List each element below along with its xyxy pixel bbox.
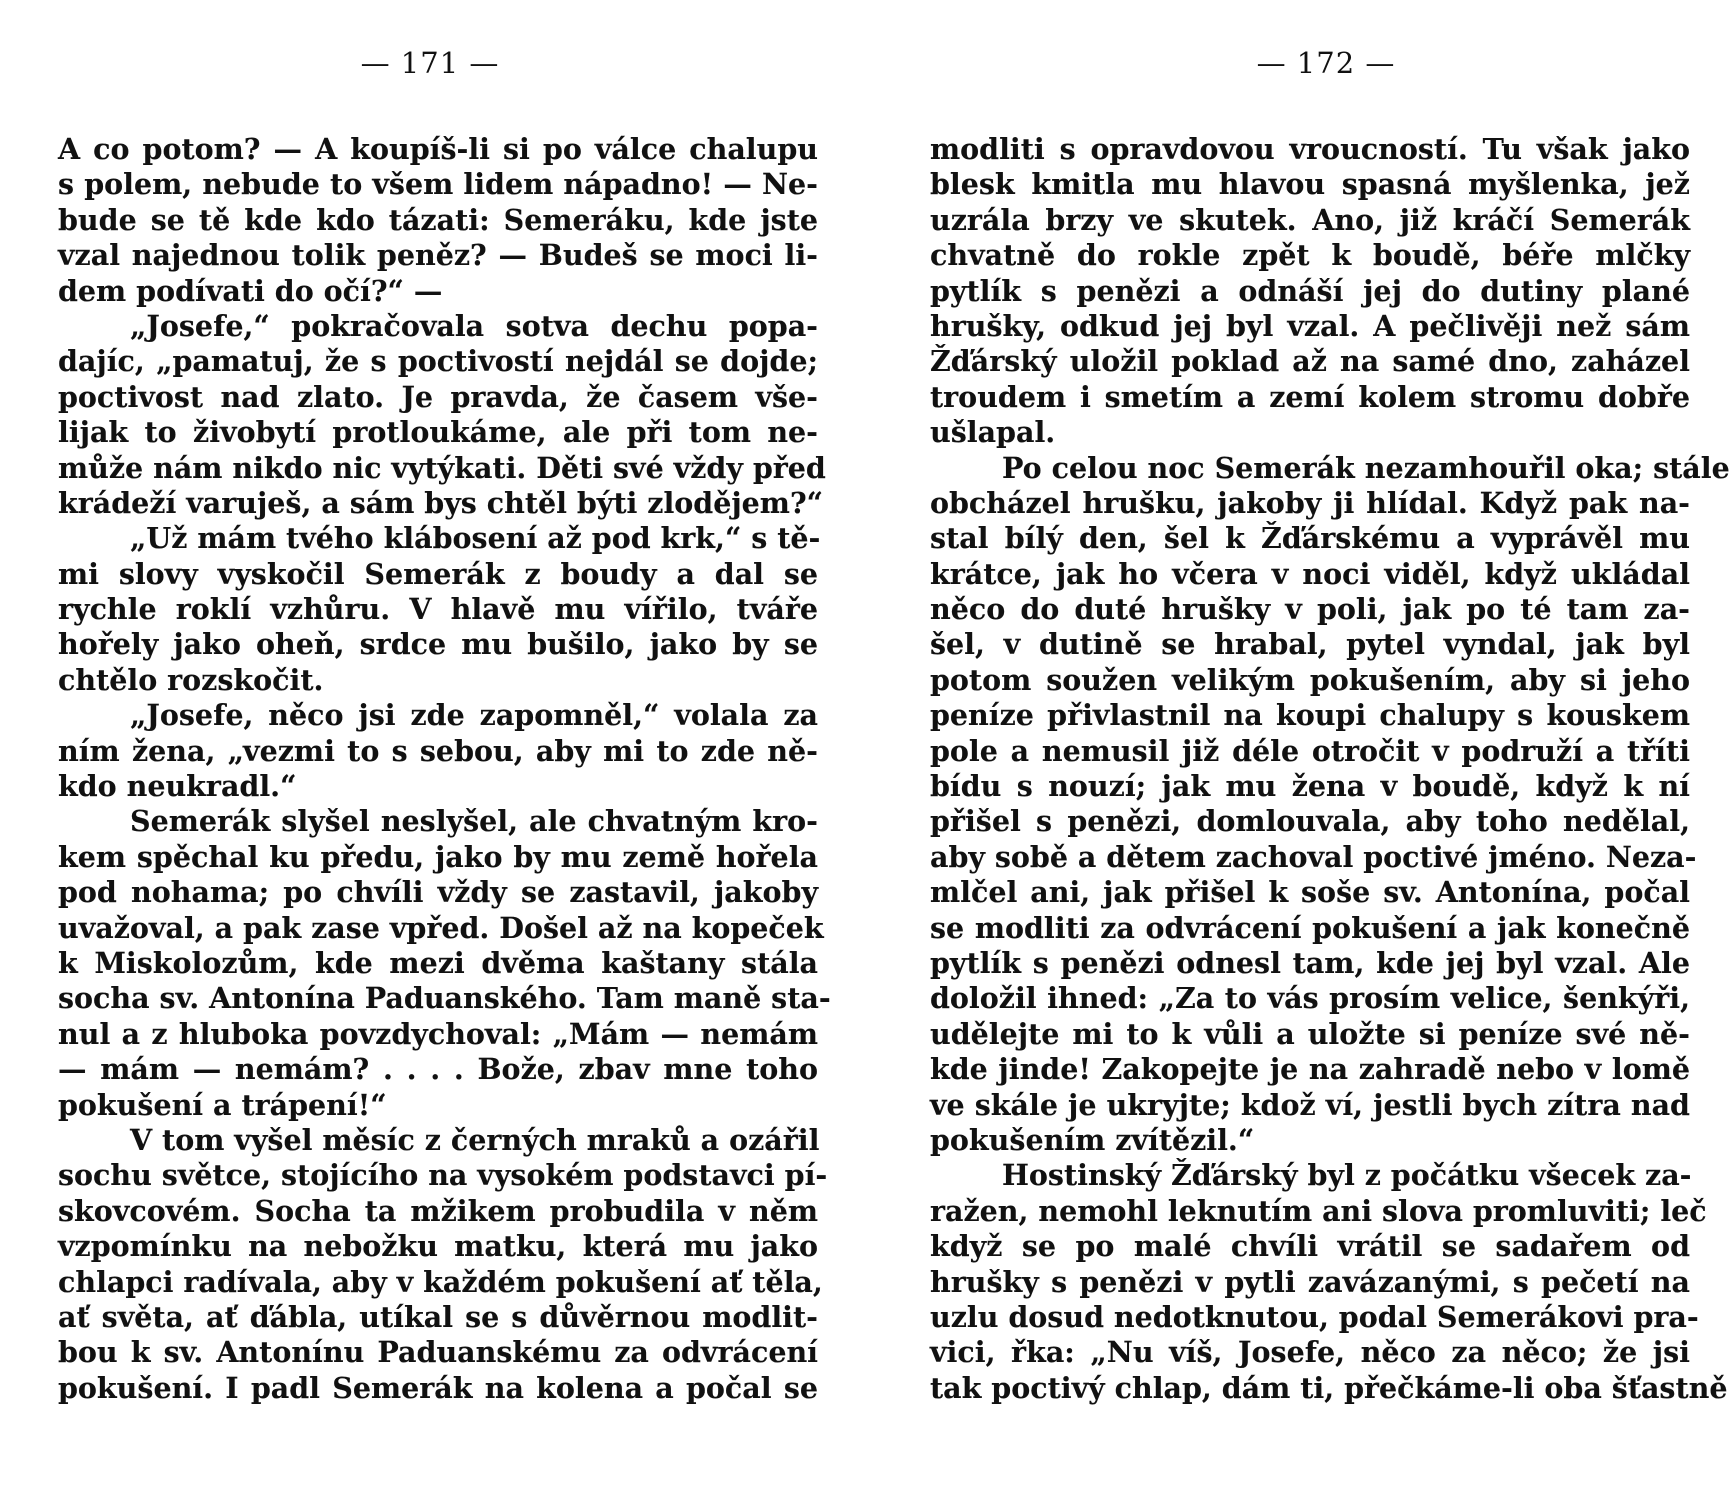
- text-line: doložil ihned: „Za to vás prosím velice, šenkýři,: [930, 981, 1690, 1016]
- text-line: hrušky, odkud jej byl vzal. A pečlivěji než sám: [930, 308, 1690, 343]
- text-line: potom soužen velikým pokušením, aby si jeho: [930, 662, 1690, 697]
- text-line: poctivost nad zlato. Je pravda, že časem vše-: [58, 379, 818, 414]
- text-line: pokušení. I padl Semerák na kolena a počal se: [58, 1370, 818, 1405]
- text-line: pokušením zvítězil.“: [930, 1122, 1255, 1157]
- page-body-text: [58, 132, 831, 1406]
- text-line: mlčel ani, jak přišel k soše sv. Antonína, počal: [930, 875, 1690, 910]
- text-line: přišel s penězi, domlouvala, aby toho nedělal,: [930, 804, 1690, 839]
- text-line: hořely jako oheň, srdce mu bušilo, jako by se: [58, 627, 818, 662]
- text-line: „Už mám tvého klábosení až pod krk,“ s tě-: [130, 521, 821, 556]
- text-line: šel, v dutině se hrabal, pytel vyndal, jak byl: [930, 627, 1690, 662]
- text-line: Po celou noc Semerák nezamhouřil oka; stále: [1002, 450, 1730, 485]
- text-line: krátce, jak ho včera v noci viděl, když ukládal: [930, 556, 1690, 591]
- page-body-text: [930, 132, 1730, 1406]
- text-line: modliti s opravdovou vroucností. Tu však jako: [930, 132, 1690, 166]
- text-line: „Josefe, něco jsi zde zapomněl,“ volala za: [130, 698, 818, 733]
- text-line: ušlapal.: [930, 415, 1056, 450]
- text-line: něco do duté hrušky v poli, jak po té tam za-: [930, 592, 1690, 627]
- text-line: vzal najednou tolik peněz? — Budeš se moci li-: [58, 238, 818, 273]
- text-line: může nám nikdo nic vytýkati. Děti své vždy před: [58, 450, 826, 485]
- text-line: ražen, nemohl leknutím ani slova promluviti; leč: [930, 1193, 1707, 1228]
- text-line: bude se tě kde kdo tázati: Semeráku, kde jste: [58, 202, 818, 237]
- text-line: ním žena, „vezmi to s sebou, aby mi to zde ně-: [58, 733, 818, 768]
- text-line: Semerák slyšel neslyšel, ale chvatným kro-: [130, 804, 818, 839]
- text-line: tak poctivý chlap, dám ti, přečkáme-li oba šťastně: [930, 1370, 1728, 1405]
- text-line: „Josefe,“ pokračovala sotva dechu popa-: [130, 308, 818, 343]
- text-line: blesk kmitla mu hlavou spasná myšlenka, jež: [930, 167, 1690, 202]
- text-line: bou k sv. Antonínu Paduanskému za odvrácení: [58, 1335, 818, 1370]
- text-line: Hostinský Žďárský byl z počátku všecek za-: [1002, 1158, 1692, 1193]
- text-line: bídu s nouzí; jak mu žena v boudě, když k ní: [930, 769, 1690, 804]
- text-line: ať světa, ať ďábla, utíkal se s důvěrnou modlit-: [58, 1299, 818, 1334]
- text-line: peníze přivlastnil na koupi chalupy s kouskem: [930, 698, 1690, 733]
- text-line: obcházel hrušku, jakoby ji hlídal. Když pak na-: [930, 485, 1690, 520]
- text-line: hrušky s penězi v pytli zavázanými, s pečetí na: [930, 1264, 1690, 1299]
- text-line: dajíc, „pamatuj, že s poctivostí nejdál se dojde;: [58, 344, 818, 379]
- text-line: rychle roklí vzhůru. V hlavě mu vířilo, tváře: [58, 592, 818, 627]
- text-line: stal bílý den, šel k Žďárskému a vyprávěl mu: [930, 521, 1690, 556]
- text-line: A co potom? — A koupíš-li si po válce chalupu: [58, 132, 818, 166]
- text-line: krádeží varuješ, a sám bys chtěl býti zlodějem?“: [58, 485, 824, 520]
- text-line: chvatně do rokle zpět k boudě, béře mlčky: [930, 238, 1690, 273]
- text-line: troudem i smetím a zemí kolem stromu dobře: [930, 379, 1690, 414]
- text-line: když se po malé chvíli vrátil se sadařem od: [930, 1229, 1690, 1264]
- right-page: [930, 0, 1730, 1500]
- text-line: pokušení a trápení!“: [58, 1087, 387, 1122]
- text-line: pytlík s penězi a odnáší jej do dutiny plané: [930, 273, 1690, 308]
- text-line: Žďárský uložil poklad až na samé dno, zaházel: [930, 344, 1690, 379]
- text-line: lijak to živobytí protloukáme, ale při tom ne-: [58, 415, 818, 450]
- text-line: se modliti za odvrácení pokušení a jak konečně: [930, 910, 1690, 945]
- text-line: dem podívati do očí?“ —: [58, 273, 443, 308]
- text-line: pole a nemusil již déle otročit v podruží a tříti: [930, 733, 1690, 768]
- text-line: nul a z hluboka povzdychoval: „Mám — nemám: [58, 1016, 818, 1051]
- text-line: udělejte mi to k vůli a uložte si peníze své ně-: [930, 1016, 1690, 1051]
- text-line: kdo neukradl.“: [58, 769, 297, 804]
- text-line: skovcovém. Socha ta mžikem probudila v něm: [58, 1193, 818, 1228]
- page-number: — 172 —: [1256, 46, 1396, 80]
- text-line: sochu světce, stojícího na vysokém podstavci pí-: [58, 1158, 828, 1193]
- left-page: [58, 0, 831, 1500]
- text-line: V tom vyšel měsíc z černých mraků a ozářil: [130, 1122, 820, 1157]
- text-line: vici, řka: „Nu víš, Josefe, něco za něco; že jsi: [930, 1335, 1690, 1370]
- text-line: — mám — nemám? . . . . Bože, zbav mne toho: [58, 1052, 818, 1087]
- text-line: uzlu dosud nedotknutou, podal Semerákovi pra-: [930, 1299, 1699, 1334]
- text-line: kde jinde! Zakopejte je na zahradě nebo v lomě: [930, 1052, 1690, 1087]
- text-line: mi slovy vyskočil Semerák z boudy a dal se: [58, 556, 818, 591]
- page-number: — 171 —: [360, 46, 500, 80]
- text-line: aby sobě a dětem zachoval poctivé jméno. Neza-: [930, 839, 1697, 874]
- text-line: socha sv. Antonína Paduanského. Tam maně sta-: [58, 981, 831, 1016]
- text-line: chlapci radívala, aby v každém pokušení ať těla,: [58, 1264, 823, 1299]
- text-line: s polem, nebude to všem lidem nápadno! — Ne-: [58, 167, 818, 202]
- text-line: uvažoval, a pak zase vpřed. Došel až na kopeček: [58, 910, 824, 945]
- text-line: vzpomínku na nebožku matku, která mu jako: [58, 1229, 818, 1264]
- text-line: kem spěchal ku předu, jako by mu země hořela: [58, 839, 818, 874]
- text-line: k Miskolozům, kde mezi dvěma kaštany stála: [58, 945, 818, 980]
- text-line: uzrála brzy ve skutek. Ano, již kráčí Semerák: [930, 202, 1690, 237]
- text-line: ve skále je ukryjte; kdož ví, jestli bych zítra nad: [930, 1087, 1690, 1122]
- text-line: chtělo rozskočit.: [58, 662, 324, 697]
- text-line: pod nohama; po chvíli vždy se zastavil, jakoby: [58, 875, 818, 910]
- text-line: pytlík s penězi odnesl tam, kde jej byl vzal. Ale: [930, 945, 1690, 980]
